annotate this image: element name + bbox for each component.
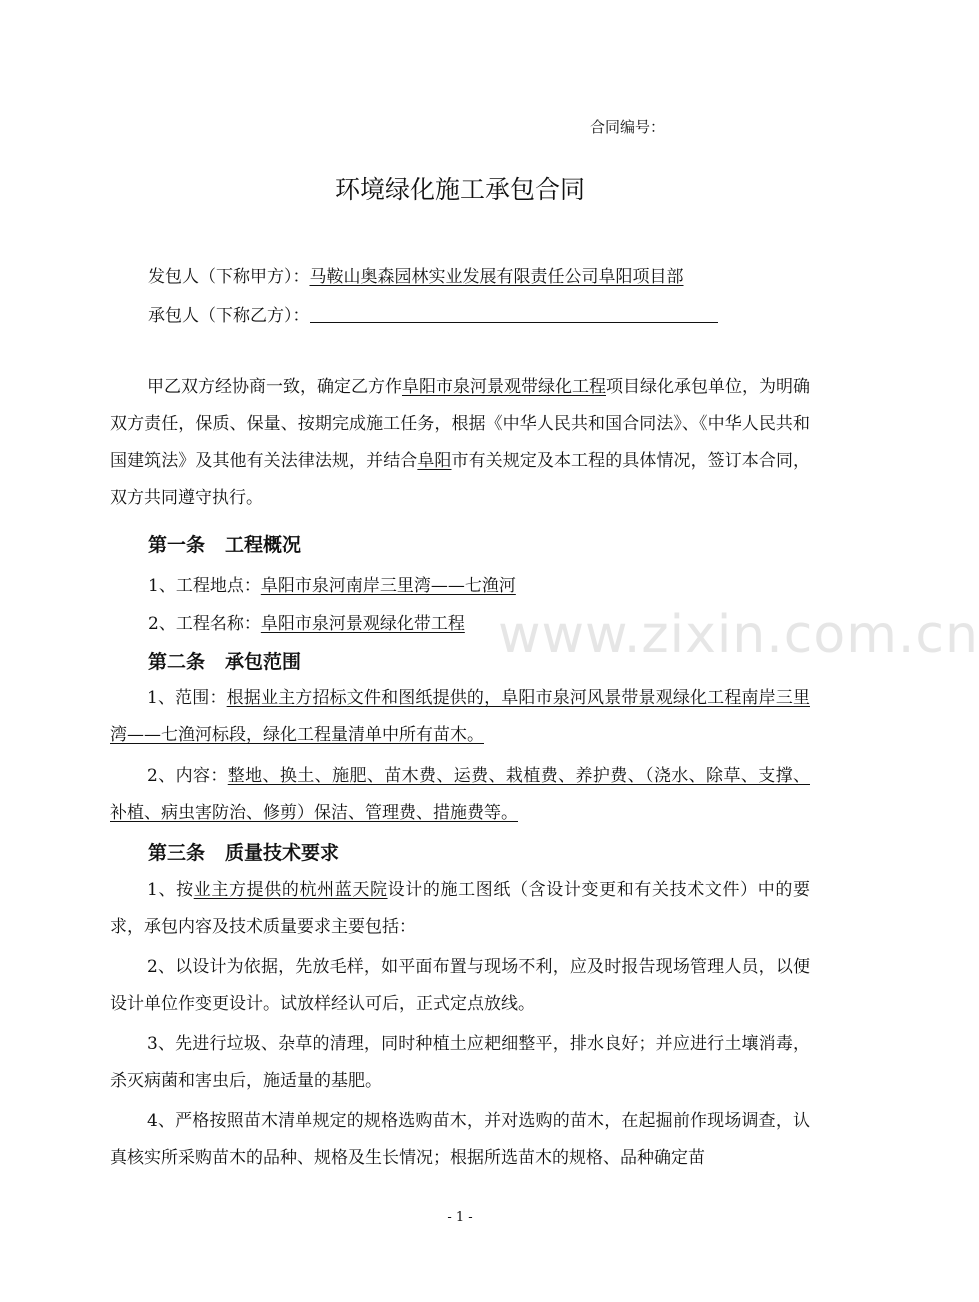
article-2-title: 承包范围 [225,651,302,673]
p1-text-a: 1、按 [147,880,194,900]
intro-text-1: 甲乙双方经协商一致，确定乙方作 [147,377,402,397]
scope-value: 根据业主方招标文件和图纸提供的，阜阳市泉河风景带景观绿化工程南岸三里湾——七渔河标段，绿化工程量清单中所有苗木。 [110,688,810,745]
article-3-title: 质量技术要求 [225,842,340,864]
party-b-blank [310,308,718,323]
party-a-value: 马鞍山奥森园林实业发展有限责任公司阜阳项目部 [309,267,684,287]
party-b-label: 承包人（下称乙方）： [148,306,310,326]
article-3-number: 第三条 [148,842,206,864]
article-2-number: 第二条 [148,651,206,673]
intro-project-name: 阜阳市泉河景观带绿化工程 [402,377,606,397]
article-2-item-2 [110,758,810,832]
project-name-label: 2、工程名称： [148,614,261,634]
article-1-number: 第一条 [148,534,206,556]
project-name-value: 阜阳市泉河景观绿化带工程 [260,614,465,634]
party-b-line [148,301,718,326]
project-location-value: 阜阳市泉河南岸三里湾——七渔河 [260,576,516,596]
article-3-paragraph-4: 4、严格按照苗木清单规定的规格选购苗木，并对选购的苗木，在起掘前作现场调查，认真核实所采购苗木的品种、规格及生长情况；根据所选苗木的规格、品种确定苗 [110,1111,810,1168]
intro-paragraph [110,369,810,517]
article-3-paragraph-1 [110,872,810,946]
intro-text-3: 市有关规定及本工程的具体情况，签订本合同，双方共同遵守执行。 [110,451,811,508]
article-2-item-1 [110,680,810,754]
article-1-heading [148,530,301,557]
article-1-item-2 [148,609,465,634]
intro-text-2: 项目绿化承包单位，为明确双方责任，保质、保量、按期完成施工任务，根据《中华人民共和国合同法》、《中华人民共和国建筑法》及其他有关法律法规，并结合 [110,377,810,471]
article-1-item-1 [148,571,516,596]
watermark: www.zixin.com.cn [498,605,979,665]
page-number: - 1 - [447,1210,473,1225]
content-label: 2、内容： [147,766,228,786]
article-3-heading [148,838,339,865]
p1-designer: 业主方提供的杭州蓝天院 [193,880,388,900]
document-title: 环境绿化施工承包合同 [334,175,585,204]
article-1-title: 工程概况 [225,534,302,556]
article-2-heading [148,647,301,674]
party-a-line [148,262,684,287]
intro-city: 阜阳 [417,451,452,471]
article-3-paragraph-2: 2、以设计为依据，先放毛样，如平面布置与现场不利，应及时报告现场管理人员，以便设计单位作变更设计。试放样经认可后，正式定点放线。 [110,957,810,1014]
party-a-label: 发包人（下称甲方）： [148,267,310,287]
p1-text-b: 设计的施工图纸（含设计变更和有关技术文件）中的要求，承包内容及技术质量要求主要包括： [110,880,810,937]
contract-number-label: 合同编号： [590,118,666,136]
project-location-label: 1、工程地点： [148,576,261,596]
scope-label: 1、范围： [147,688,227,708]
article-3-paragraph-3: 3、先进行垃圾、杂草的清理，同时种植土应耙细整平，排水良好；并应进行土壤消毒，杀灭病菌和害虫后，施适量的基肥。 [110,1034,810,1091]
content-value: 整地、换土、施肥、苗木费、运费、栽植费、养护费、（浇水、除草、支撑、补植、病虫害防治、修剪）保洁、管理费、措施费等。 [110,766,810,823]
